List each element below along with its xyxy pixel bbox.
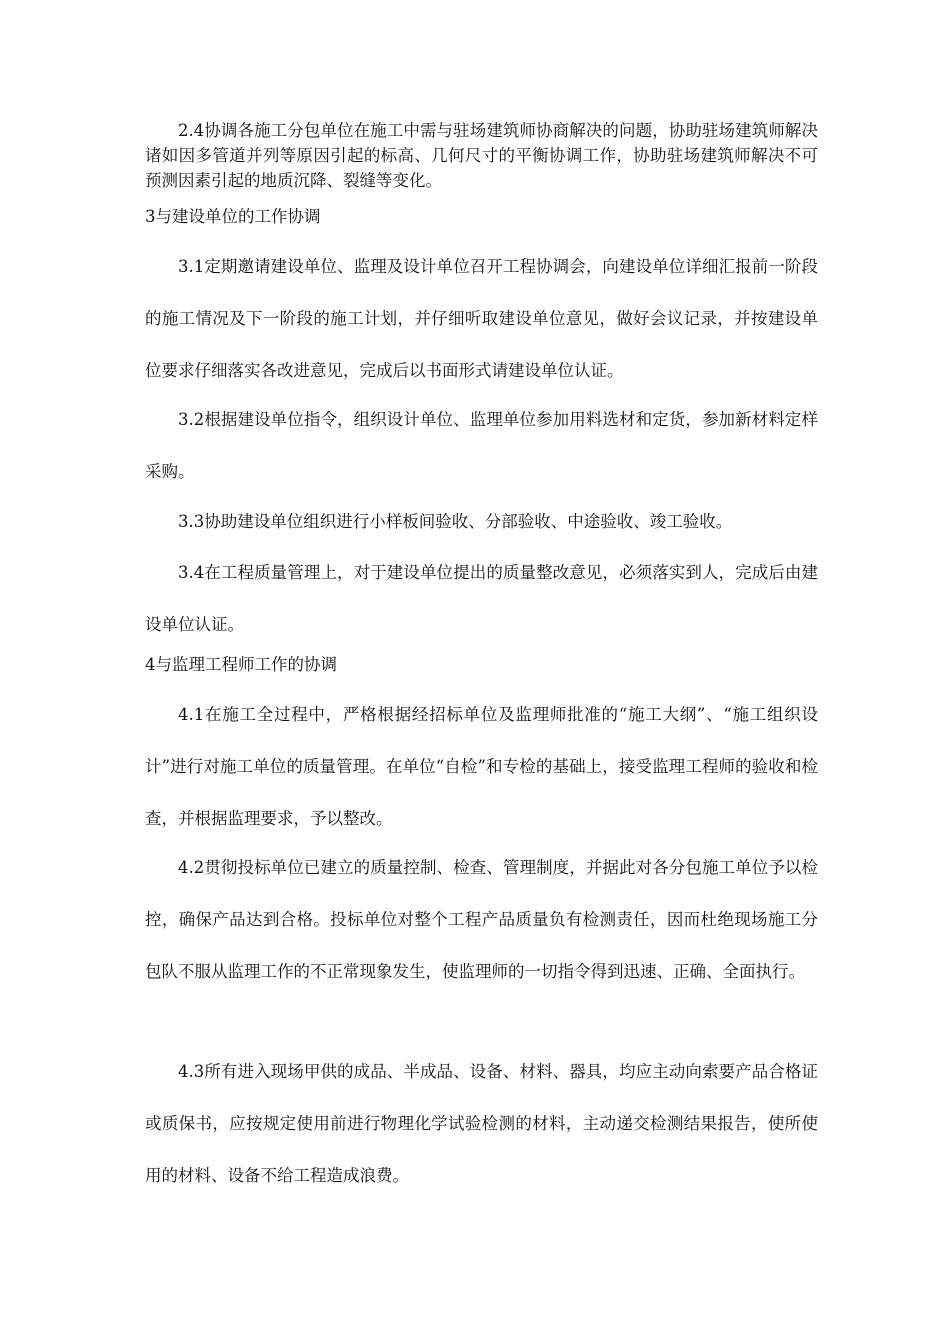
paragraph-4-1: 4.1在施工全过程中，严格根据经招标单位及监理师批准的“施工大纲”、“施工组织设计”进行对施工单位的质量管理。在单位“自检”和专检的基础上，接受监理工程师的验收和检查，并根据监理要求，予以整改。 [145,705,818,828]
section-heading-4: 4与监理工程师工作的协调 [145,655,337,674]
paragraph-4-2: 4.2贯彻投标单位已建立的质量控制、检查、管理制度，并据此对各分包施工单位予以检控，确保产品达到合格。投标单位对整个工程产品质量负有检测责任，因而杜绝现场施工分包队不服从监理工作的不正常现象发生，使监理师的一切指令得到迅速、正确、全面执行。 [145,858,818,981]
paragraph-3-1: 3.1定期邀请建设单位、监理及设计单位召开工程协调会，向建设单位详细汇报前一阶段的施工情况及下一阶段的施工计划，并仔细听取建设单位意见，做好会议记录，并按建设单位要求仔细落实各改进意见，完成后以书面形式请建设单位认证。 [145,257,818,380]
paragraph-3-2: 3.2根据建设单位指令，组织设计单位、监理单位参加用料选材和定货，参加新材料定样采购。 [145,410,818,481]
paragraph-3-4: 3.4在工程质量管理上，对于建设单位提出的质量整改意见，必须落实到人，完成后由建设单位认证。 [145,563,818,634]
paragraph-4-3: 4.3所有进入现场甲供的成品、半成品、设备、材料、器具，均应主动向索要产品合格证或质保书，应按规定使用前进行物理化学试验检测的材料，主动递交检测结果报告，使所使用的材料、设备不给工程造成浪费。 [145,1062,818,1185]
section-heading-3: 3与建设单位的工作协调 [145,207,321,226]
paragraph-3-3: 3.3协助建设单位组织进行小样板间验收、分部验收、中途验收、竣工验收。 [178,512,733,531]
paragraph-2-4: 2.4协调各施工分包单位在施工中需与驻场建筑师协商解决的问题，协助驻场建筑师解决诸如因多管道并列等原因引起的标高、几何尺寸的平衡协调工作，协助驻场建筑师解决不可预测因素引起的地质沉降、裂缝等变化。 [145,121,818,190]
